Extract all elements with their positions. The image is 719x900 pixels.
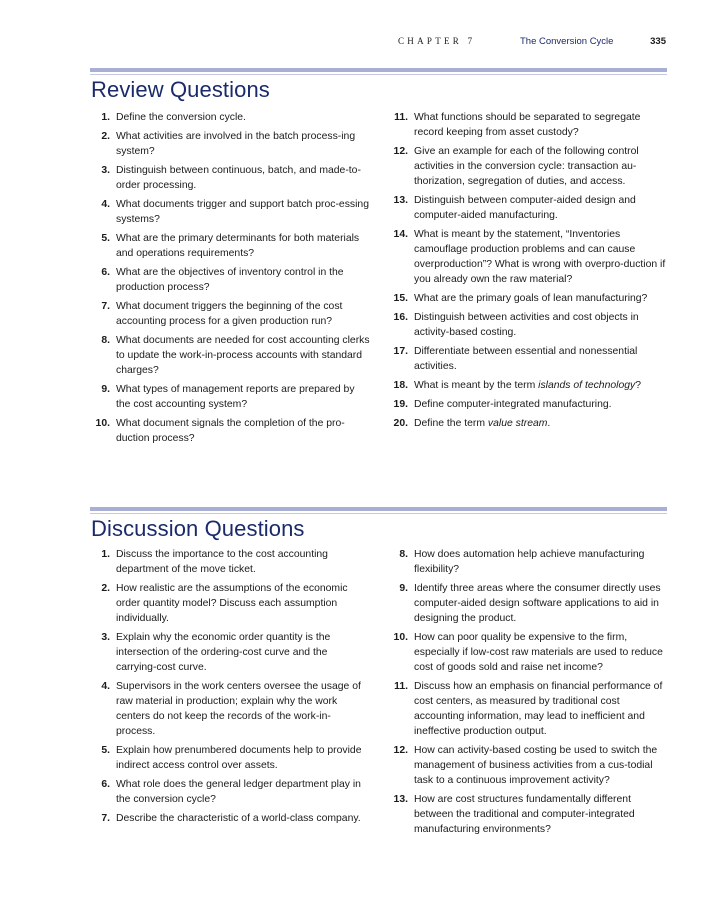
- question-number: 20.: [393, 418, 408, 429]
- question-number: 4.: [101, 681, 110, 692]
- question-emphasis: value stream: [487, 418, 548, 429]
- question-text: How does automation help achieve manufacturing flexibility?: [414, 549, 645, 575]
- question-text: How are cost structures fundamentally different between the traditional and computer-integrated manufacturing environments?: [414, 794, 635, 835]
- question-item: [388, 344, 670, 374]
- question-item: [90, 333, 370, 378]
- chapter-title: The Conversion Cycle: [520, 36, 614, 47]
- question-item: [388, 397, 670, 412]
- question-text: What documents are needed for cost accounting clerks to update the work-in-process accounts with standard charges?: [116, 335, 370, 376]
- question-text: What documents trigger and support batch proc-essing systems?: [116, 199, 369, 225]
- question-number: 2.: [101, 583, 110, 594]
- question-item: [388, 547, 670, 577]
- question-item: [388, 581, 670, 626]
- question-item: [388, 310, 670, 340]
- question-text: How realistic are the assumptions of the economic order quantity model? Discuss each assumption individually.: [116, 583, 348, 624]
- question-text: Explain why the economic order quantity is the intersection of the ordering-cost curve and the carrying-cost curve.: [116, 632, 331, 673]
- question-item: [90, 743, 370, 773]
- question-number: 13.: [393, 794, 408, 805]
- question-number: 12.: [393, 146, 408, 157]
- page-number: 335: [650, 36, 666, 47]
- question-item: [90, 777, 370, 807]
- question-text: Give an example for each of the following control activities in the conversion cycle: transaction au-thorization, segregation of duties, and access.: [414, 146, 639, 187]
- question-number: 12.: [393, 745, 408, 756]
- running-head: [396, 36, 666, 50]
- question-text: Define the conversion cycle.: [116, 112, 246, 123]
- question-number: 2.: [101, 131, 110, 142]
- question-item: [90, 382, 370, 412]
- question-text: Distinguish between computer-aided design and computer-aided manufacturing.: [414, 195, 636, 221]
- question-item: [388, 291, 670, 306]
- question-number: 6.: [101, 779, 110, 790]
- question-number: 7.: [101, 301, 110, 312]
- question-item: [90, 110, 370, 125]
- question-text: What are the primary determinants for both materials and operations requirements?: [116, 233, 360, 259]
- question-text: What role does the general ledger department play in the conversion cycle?: [116, 779, 361, 805]
- question-item: [388, 416, 670, 431]
- question-text: Discuss how an emphasis on financial performance of cost centers, as measured by traditional cost accounting information, may lead to inefficient and ineffective production output.: [414, 681, 663, 737]
- question-text: Supervisors in the work centers oversee the usage of raw material in production; explain why the work centers do not keep the records of the work-in-process.: [116, 681, 361, 737]
- question-number: 10.: [95, 418, 110, 429]
- question-text: What are the objectives of inventory control in the production process?: [116, 267, 344, 293]
- question-item: [388, 792, 670, 837]
- question-text: Discuss the importance to the cost accounting department of the move ticket.: [116, 549, 328, 575]
- question-number: 11.: [394, 112, 408, 123]
- section-divider-thin: [90, 74, 667, 75]
- question-text-part: Define the term: [414, 418, 488, 429]
- question-item: [388, 743, 670, 788]
- question-number: 5.: [101, 745, 110, 756]
- question-number: 4.: [101, 199, 110, 210]
- question-text: Differentiate between essential and nonessential activities.: [414, 346, 638, 372]
- question-item: [90, 547, 370, 577]
- question-number: 5.: [101, 233, 110, 244]
- question-number: 11.: [394, 681, 408, 692]
- question-item: [90, 299, 370, 329]
- question-number: 8.: [399, 549, 408, 560]
- question-item: [388, 227, 670, 287]
- question-item: [90, 630, 370, 675]
- question-item: [90, 581, 370, 626]
- question-text: What document triggers the beginning of the cost accounting process for a given production run?: [116, 301, 343, 327]
- question-text: Distinguish between continuous, batch, and made-to-order processing.: [116, 165, 361, 191]
- question-text: What types of management reports are prepared by the cost accounting system?: [116, 384, 355, 410]
- question-number: 1.: [101, 549, 110, 560]
- review-questions-left-column: [90, 110, 370, 450]
- question-text-part: ?: [635, 380, 641, 391]
- question-text: What functions should be separated to segregate record keeping from asset custody?: [414, 112, 641, 138]
- question-number: 3.: [101, 165, 110, 176]
- question-item: [388, 110, 670, 140]
- question-number: 15.: [393, 293, 408, 304]
- question-text: [414, 378, 670, 393]
- question-text: Distinguish between activities and cost objects in activity-based costing.: [414, 312, 639, 338]
- question-item: [90, 197, 370, 227]
- question-item: [90, 129, 370, 159]
- question-number: 6.: [101, 267, 110, 278]
- question-item: [388, 193, 670, 223]
- question-text: What are the primary goals of lean manufacturing?: [414, 293, 648, 304]
- question-text: What activities are involved in the batch process-ing system?: [116, 131, 356, 157]
- review-questions-right-column: [388, 110, 670, 435]
- question-item: [388, 679, 670, 739]
- question-text: What is meant by the statement, “Inventories camouflage production problems and can cause overproduction”? What is wrong with overpro-duction if you already own the raw material?: [414, 229, 666, 285]
- question-number: 8.: [101, 335, 110, 346]
- question-text: What document signals the completion of the pro-duction process?: [116, 418, 345, 444]
- discussion-questions-right-column: [388, 547, 670, 841]
- question-text: [414, 416, 670, 431]
- section-divider: [90, 68, 667, 72]
- question-number: 16.: [393, 312, 408, 323]
- question-item: [388, 144, 670, 189]
- question-number: 17.: [393, 346, 408, 357]
- question-item: [90, 679, 370, 739]
- discussion-questions-left-column: [90, 547, 370, 830]
- question-item: [388, 378, 670, 393]
- discussion-questions-heading: Discussion Questions: [91, 516, 305, 541]
- review-questions-heading: Review Questions: [91, 77, 270, 102]
- section-divider: [90, 507, 667, 511]
- question-text-part: .: [547, 418, 551, 429]
- question-item: [90, 416, 370, 446]
- question-text: How can poor quality be expensive to the firm, especially if low-cost raw materials are used to reduce cost of goods sold and raise net income?: [414, 632, 663, 673]
- question-number: 10.: [393, 632, 408, 643]
- section-divider-thin: [90, 513, 667, 514]
- question-text-part: What is meant by the term: [414, 380, 539, 391]
- question-item: [90, 265, 370, 295]
- question-number: 14.: [393, 229, 408, 240]
- question-item: [90, 811, 370, 826]
- question-number: 18.: [393, 380, 408, 391]
- question-text: Explain how prenumbered documents help to provide indirect access control over assets.: [116, 745, 362, 771]
- question-number: 9.: [101, 384, 110, 395]
- question-number: 1.: [101, 112, 110, 123]
- question-item: [90, 163, 370, 193]
- question-item: [90, 231, 370, 261]
- question-number: 19.: [393, 399, 408, 410]
- question-text: How can activity-based costing be used to switch the management of business activities from a cus-todial task to a continuous improvement activity?: [414, 745, 658, 786]
- question-text: Identify three areas where the consumer directly uses computer-aided design software applications to aid in designing the product.: [414, 583, 661, 624]
- question-number: 9.: [399, 583, 408, 594]
- question-number: 13.: [393, 195, 408, 206]
- chapter-label: CHAPTER 7: [398, 36, 476, 46]
- question-item: [388, 630, 670, 675]
- question-text: Define computer-integrated manufacturing.: [414, 399, 612, 410]
- question-number: 3.: [101, 632, 110, 643]
- question-number: 7.: [101, 813, 110, 824]
- question-emphasis: islands of technology: [538, 380, 636, 391]
- question-text: Describe the characteristic of a world-class company.: [116, 813, 361, 824]
